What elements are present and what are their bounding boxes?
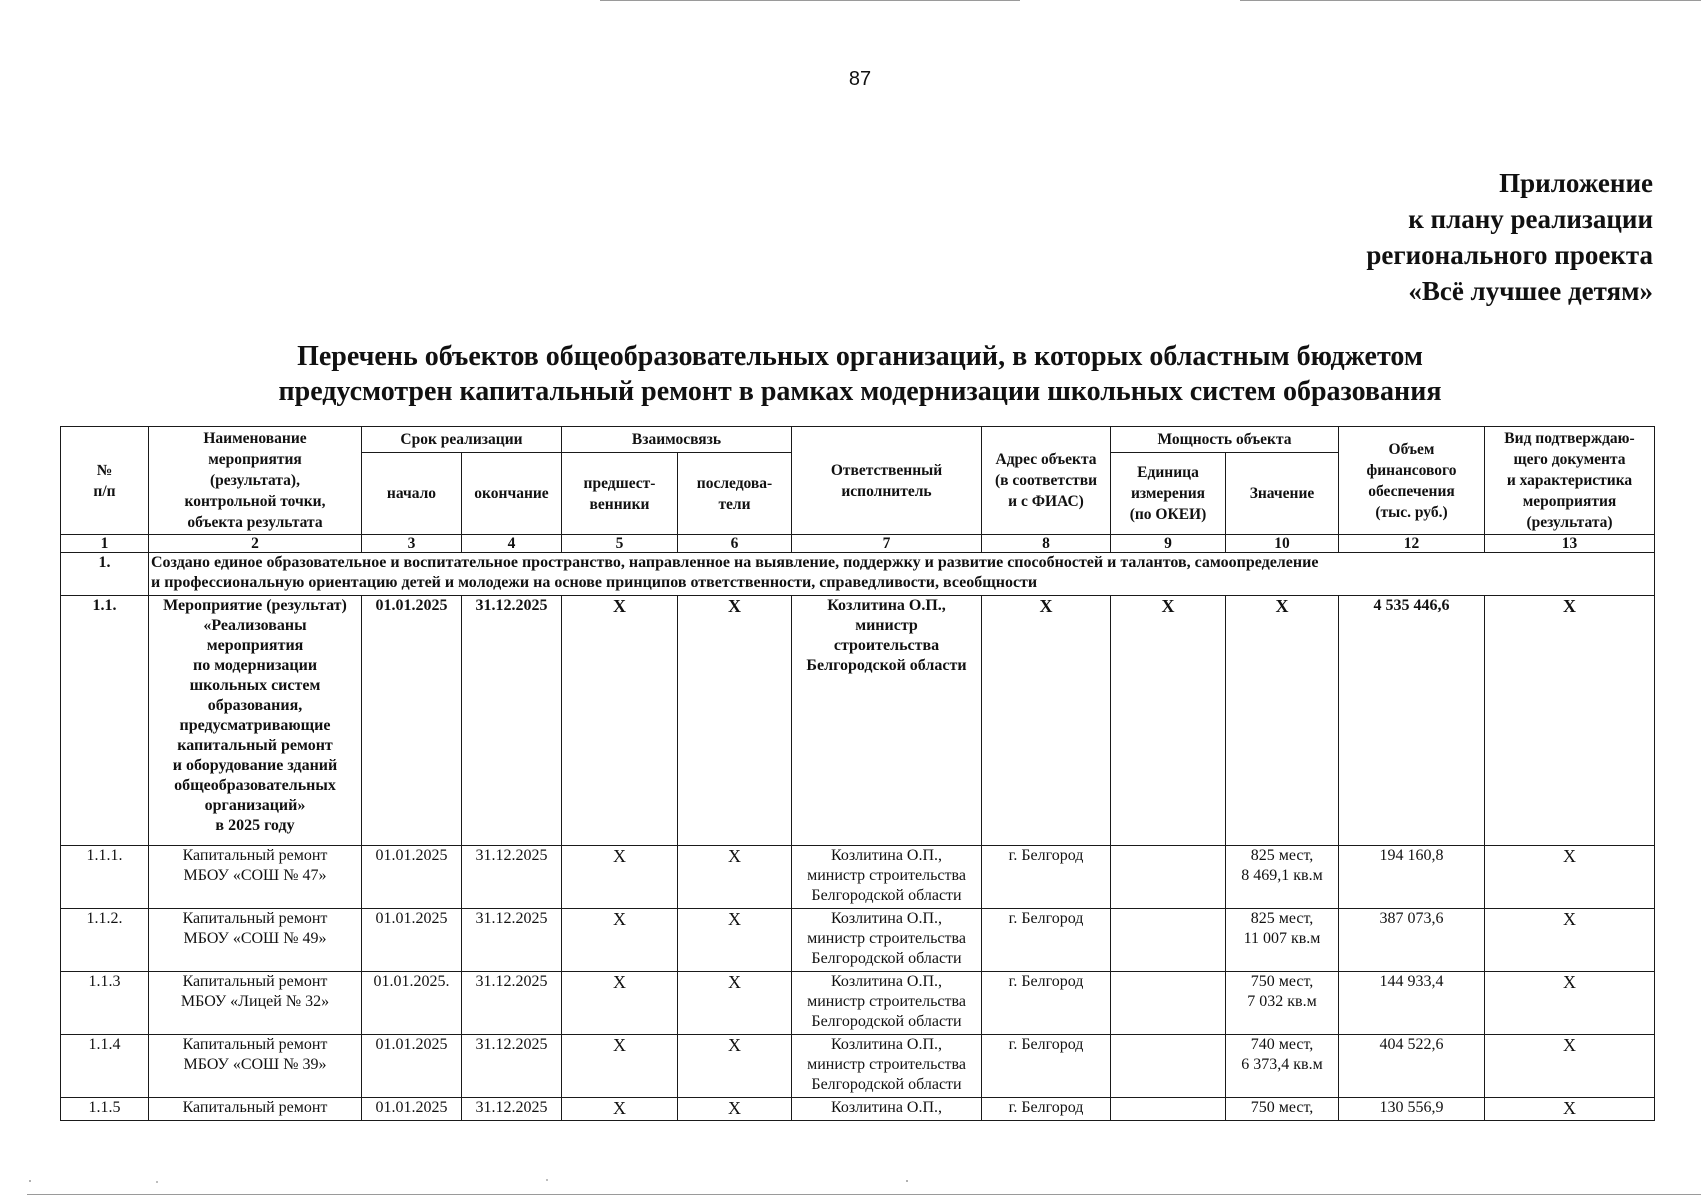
column-number: 10 [1226, 535, 1339, 553]
page-number: 87 [848, 68, 872, 90]
object-predecessors: X [562, 846, 678, 909]
object-end: 31.12.2025 [462, 972, 562, 1035]
header-predecessors: предшест- венники [562, 453, 678, 535]
object-end: 31.12.2025 [462, 1098, 562, 1121]
object-end: 31.12.2025 [462, 846, 562, 909]
header-start: начало [362, 453, 462, 535]
table-row [61, 909, 1655, 972]
object-doc: X [1485, 846, 1655, 909]
measure-start: 01.01.2025 [362, 596, 462, 846]
column-number: 7 [792, 535, 982, 553]
column-number: 13 [1485, 535, 1655, 553]
object-start: 01.01.2025 [362, 1035, 462, 1098]
object-value: 825 мест, 11 007 кв.м [1226, 909, 1339, 972]
object-num: 1.1.3 [61, 972, 149, 1035]
object-address: г. Белгород [982, 1098, 1111, 1121]
column-number: 4 [462, 535, 562, 553]
object-address: г. Белгород [982, 846, 1111, 909]
section-row [61, 553, 1655, 596]
column-number: 5 [562, 535, 678, 553]
header-doc-type: Вид подтверждаю- щего документа и характеристика мероприятия (результата) [1485, 427, 1655, 535]
header-end: окончание [462, 453, 562, 535]
header-responsible: Ответственный исполнитель [792, 427, 982, 535]
object-num: 1.1.2. [61, 909, 149, 972]
object-responsible: Козлитина О.П., министр строительства Белгородской области [792, 972, 982, 1035]
object-unit [1111, 1035, 1226, 1098]
title-line: Перечень объектов общеобразовательных организаций, в которых областным бюджетом [297, 341, 1423, 372]
object-address: г. Белгород [982, 909, 1111, 972]
measure-end: 31.12.2025 [462, 596, 562, 846]
object-predecessors: X [562, 1035, 678, 1098]
object-successors: X [678, 1035, 792, 1098]
object-address: г. Белгород [982, 972, 1111, 1035]
object-responsible: Козлитина О.П., министр строительства Белгородской области [792, 846, 982, 909]
object-funding: 144 933,4 [1339, 972, 1485, 1035]
object-responsible: Козлитина О.П., [792, 1098, 982, 1121]
appendix-block [1240, 165, 1653, 309]
object-predecessors: X [562, 1098, 678, 1121]
object-responsible: Козлитина О.П., министр строительства Белгородской области [792, 909, 982, 972]
object-value: 740 мест, 6 373,4 кв.м [1226, 1035, 1339, 1098]
appendix-line: регионального проекта [1366, 240, 1653, 270]
measure-address: X [982, 596, 1111, 846]
object-funding: 130 556,9 [1339, 1098, 1485, 1121]
object-start: 01.01.2025 [362, 1098, 462, 1121]
measure-successors: X [678, 596, 792, 846]
object-value: 750 мест, 7 032 кв.м [1226, 972, 1339, 1035]
object-name: Капитальный ремонт МБОУ «СОШ № 39» [149, 1035, 362, 1098]
measure-row [61, 596, 1655, 846]
object-successors: X [678, 909, 792, 972]
measure-doc: X [1485, 596, 1655, 846]
measure-name: Мероприятие (результат) «Реализованы мероприятия по модернизации школьных систем образования, предусматривающие капитальный ремонт и оборудование зданий общеобразовательных организаций» в 2025 году [149, 596, 362, 846]
object-unit [1111, 972, 1226, 1035]
column-number: 8 [982, 535, 1111, 553]
appendix-line: к плану реализации [1408, 204, 1653, 234]
table-row [61, 1035, 1655, 1098]
measure-num: 1.1. [61, 596, 149, 846]
header-value: Значение [1226, 453, 1339, 535]
measure-unit: X [1111, 596, 1226, 846]
column-number: 9 [1111, 535, 1226, 553]
object-unit [1111, 846, 1226, 909]
column-number: 2 [149, 535, 362, 553]
table-row [61, 1098, 1655, 1121]
column-number: 12 [1339, 535, 1485, 553]
object-end: 31.12.2025 [462, 909, 562, 972]
measure-funding: 4 535 446,6 [1339, 596, 1485, 846]
object-predecessors: X [562, 909, 678, 972]
object-doc: X [1485, 972, 1655, 1035]
object-successors: X [678, 846, 792, 909]
object-num: 1.1.1. [61, 846, 149, 909]
measure-value: X [1226, 596, 1339, 846]
header-address: Адрес объекта (в соответстви и с ФИАС) [982, 427, 1111, 535]
object-name: Капитальный ремонт МБОУ «Лицей № 32» [149, 972, 362, 1035]
measure-predecessors: X [562, 596, 678, 846]
object-doc: X [1485, 1098, 1655, 1121]
object-start: 01.01.2025 [362, 909, 462, 972]
column-number: 1 [61, 535, 149, 553]
object-successors: X [678, 972, 792, 1035]
header-name: Наименование мероприятия (результата), контрольной точки, объекта результата [149, 427, 362, 535]
table-row [61, 972, 1655, 1035]
object-num: 1.1.5 [61, 1098, 149, 1121]
section-text: Создано единое образовательное и воспитательное пространство, направленное на выявление, поддержку и развитие способностей и талантов, самоопределение и профессиональную ориентацию детей и молодежи на основе принципов ответственности, справедливости, всеобщности [149, 553, 1655, 596]
title-line: предусмотрен капитальный ремонт в рамках модернизации школьных систем образования [278, 376, 1442, 407]
object-end: 31.12.2025 [462, 1035, 562, 1098]
object-responsible: Козлитина О.П., министр строительства Белгородской области [792, 1035, 982, 1098]
object-doc: X [1485, 909, 1655, 972]
header-unit: Единица измерения (по ОКЕИ) [1111, 453, 1226, 535]
object-start: 01.01.2025. [362, 972, 462, 1035]
object-successors: X [678, 1098, 792, 1121]
object-funding: 387 073,6 [1339, 909, 1485, 972]
object-name: Капитальный ремонт [149, 1098, 362, 1121]
column-number: 6 [678, 535, 792, 553]
object-start: 01.01.2025 [362, 846, 462, 909]
scan-edge-top-right [1240, 0, 1701, 1]
section-num: 1. [61, 553, 149, 596]
object-doc: X [1485, 1035, 1655, 1098]
header-successors: последова- тели [678, 453, 792, 535]
object-unit [1111, 1098, 1226, 1121]
column-number: 3 [362, 535, 462, 553]
appendix-line: Приложение [1499, 168, 1653, 198]
scan-edge-top-left [600, 0, 1020, 1]
header-funding: Объем финансового обеспечения (тыс. руб.) [1339, 427, 1485, 535]
object-num: 1.1.4 [61, 1035, 149, 1098]
object-funding: 194 160,8 [1339, 846, 1485, 909]
object-unit [1111, 909, 1226, 972]
header-term: Срок реализации [362, 427, 562, 453]
measure-responsible: Козлитина О.П., министр строительства Белгородской области [792, 596, 982, 846]
table-row [61, 846, 1655, 909]
object-name: Капитальный ремонт МБОУ «СОШ № 49» [149, 909, 362, 972]
column-number-row [61, 535, 1655, 553]
scan-specks [27, 1178, 927, 1184]
object-value: 825 мест, 8 469,1 кв.м [1226, 846, 1339, 909]
object-address: г. Белгород [982, 1035, 1111, 1098]
scan-edge-bottom [27, 1194, 1701, 1195]
document-title [150, 339, 1570, 409]
header-capacity: Мощность объекта [1111, 427, 1339, 453]
object-funding: 404 522,6 [1339, 1035, 1485, 1098]
appendix-line: «Всё лучшее детям» [1408, 276, 1653, 306]
objects-table [60, 426, 1655, 1121]
object-name: Капитальный ремонт МБОУ «СОШ № 47» [149, 846, 362, 909]
object-value: 750 мест, [1226, 1098, 1339, 1121]
object-predecessors: X [562, 972, 678, 1035]
header-link: Взаимосвязь [562, 427, 792, 453]
header-num: № п/п [61, 427, 149, 535]
